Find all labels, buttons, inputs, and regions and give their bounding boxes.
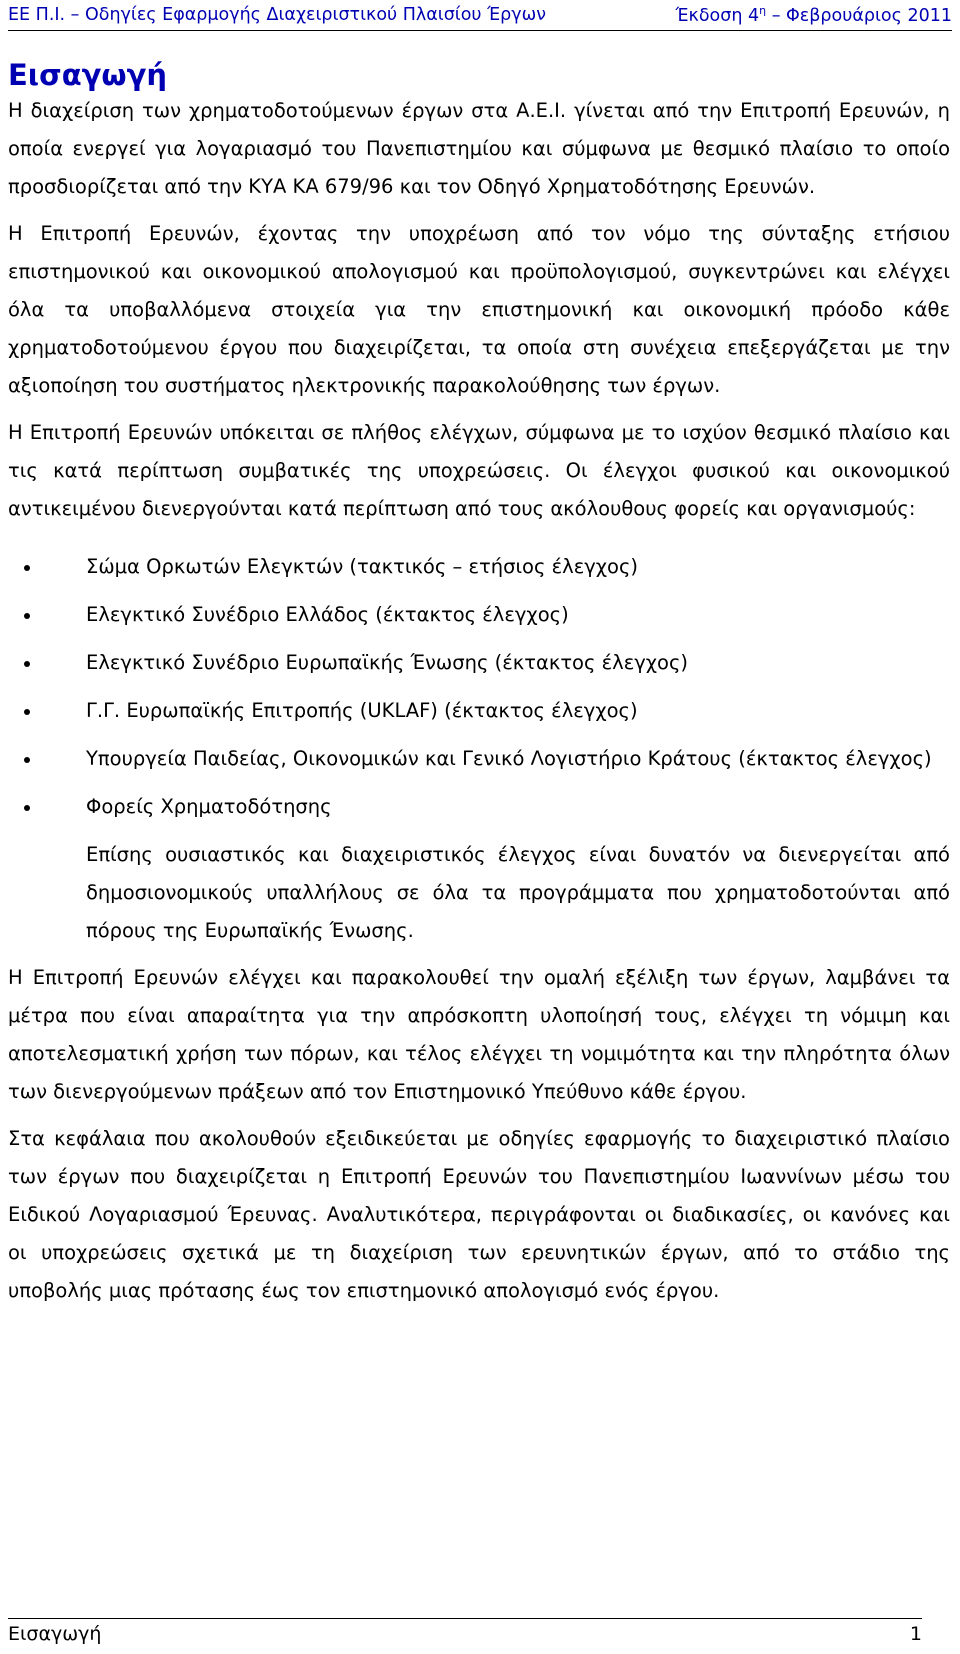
list-item-text: Ελεγκτικό Συνέδριο Ευρωπαϊκής Ένωσης (έκτακτος έλεγχος) (86, 651, 689, 674)
list-item (8, 692, 950, 730)
paragraph-1: Η διαχείριση των χρηματοδοτούμενων έργων στα Α.Ε.Ι. γίνεται από την Επιτροπή Ερευνών, η οποία ενεργεί για λογαριασμό του Πανεπιστημίου και σύμφωνα με θεσμικό πλαίσιο το οποίο προσδιορίζεται από την ΚΥΑ ΚΑ 679/96 και τον Οδηγό Χρηματοδότησης Ερευνών. (8, 99, 950, 198)
paragraph-2: Η Επιτροπή Ερευνών, έχοντας την υποχρέωση από τον νόμο της σύνταξης ετήσιου επιστημονικού και οικονομικού απολογισμού και προϋπολογισμού, συγκεντρώνει και ελέγχει όλα τα υποβαλλόμενα στοιχεία για την επιστημονική και οικονομική πρόοδο κάθε χρηματοδοτούμενου έργου που διαχειρίζεται, τα οποία στη συνέχεια επεξεργάζεται με την αξιοποίηση του συστήματος ηλεκτρονικής παρακολούθησης των έργων. (8, 222, 950, 397)
list-item-text: Ελεγκτικό Συνέδριο Ελλάδος (έκτακτος έλεγχος) (86, 603, 569, 626)
page-header (8, 0, 952, 31)
bullet-icon (24, 661, 30, 667)
bullet-icon (24, 709, 30, 715)
bullet-icon (24, 565, 30, 571)
paragraph-6: Στα κεφάλαια που ακολουθούν εξειδικεύεται με οδηγίες εφαρμογής το διαχειριστικό πλαίσιο των έργων που διαχειρίζεται η Επιτροπή Ερευνών του Πανεπιστημίου Ιωαννίνων μέσω του Ειδικού Λογαριασμού Έρευνας. Αναλυτικότερα, περιγράφονται οι διαδικασίες, οι κανόνες και οι υποχρεώσεις σχετικά με τη διαχείριση των ερευνητικών έργων, από το στάδιο της υποβολής μιας πρότασης έως τον επιστημονικό απολογισμό ενός έργου. (8, 1127, 950, 1302)
list-item (8, 548, 950, 586)
bullet-icon (24, 613, 30, 619)
page-footer (8, 1618, 922, 1649)
list-item-text: Υπουργεία Παιδείας, Οικονομικών και Γενικό Λογιστήριο Κράτους (έκτακτος έλεγχος) (86, 747, 932, 770)
header-edition-label: Έκδοση 4 (675, 5, 760, 26)
paragraph-4-indented: Επίσης ουσιαστικός και διαχειριστικός έλεγχος είναι δυνατόν να διενεργείται από δημοσιονομικούς υπαλλήλους σε όλα τα προγράμματα που χρηματοδοτούνται από πόρους της Ευρωπαϊκής Ένωσης. (86, 843, 950, 942)
header-edition (675, 4, 952, 26)
header-document-title: ΕΕ Π.Ι. – Οδηγίες Εφαρμογής Διαχειριστικού Πλαισίου Έργων (8, 5, 547, 25)
list-item (8, 740, 950, 778)
list-item (8, 644, 950, 682)
footer-section-name: Εισαγωγή (8, 1623, 102, 1645)
list-item-text: Φορείς Χρηματοδότησης (86, 795, 332, 818)
bullet-icon (24, 805, 30, 811)
header-edition-date: – Φεβρουάριος 2011 (766, 5, 952, 26)
bullet-icon (24, 757, 30, 763)
header-edition-superscript: η (759, 4, 767, 18)
list-item (8, 788, 950, 826)
section-title: Εισαγωγή (8, 58, 167, 92)
paragraph-3: Η Επιτροπή Ερευνών υπόκειται σε πλήθος ελέγχων, σύμφωνα με το ισχύον θεσμικό πλαίσιο και τις κατά περίπτωση συμβατικές της υποχρεώσεις. Οι έλεγχοι φυσικού και οικονομικού αντικειμένου διενεργούνται κατά περίπτωση από τους ακόλουθους φορείς και οργανισμούς: (8, 421, 950, 520)
list-item-text: Σώμα Ορκωτών Ελεγκτών (τακτικός – ετήσιος έλεγχος) (86, 555, 639, 578)
document-body (8, 58, 950, 1310)
list-item-text: Γ.Γ. Ευρωπαϊκής Επιτροπής (UKLAF) (έκτακτος έλεγχος) (86, 699, 638, 722)
auditors-list (8, 548, 950, 826)
paragraph-5: Η Επιτροπή Ερευνών ελέγχει και παρακολουθεί την ομαλή εξέλιξη των έργων, λαμβάνει τα μέτρα που είναι απαραίτητα για την απρόσκοπτη υλοποίησή τους, ελέγχει τη νόμιμη και αποτελεσματική χρήση των πόρων, και τέλος ελέγχει τη νομιμότητα και την πληρότητα όλων των διενεργούμενων πράξεων από τον Επιστημονικό Υπεύθυνο κάθε έργου. (8, 966, 950, 1103)
footer-page-number: 1 (909, 1623, 922, 1645)
list-item (8, 596, 950, 634)
